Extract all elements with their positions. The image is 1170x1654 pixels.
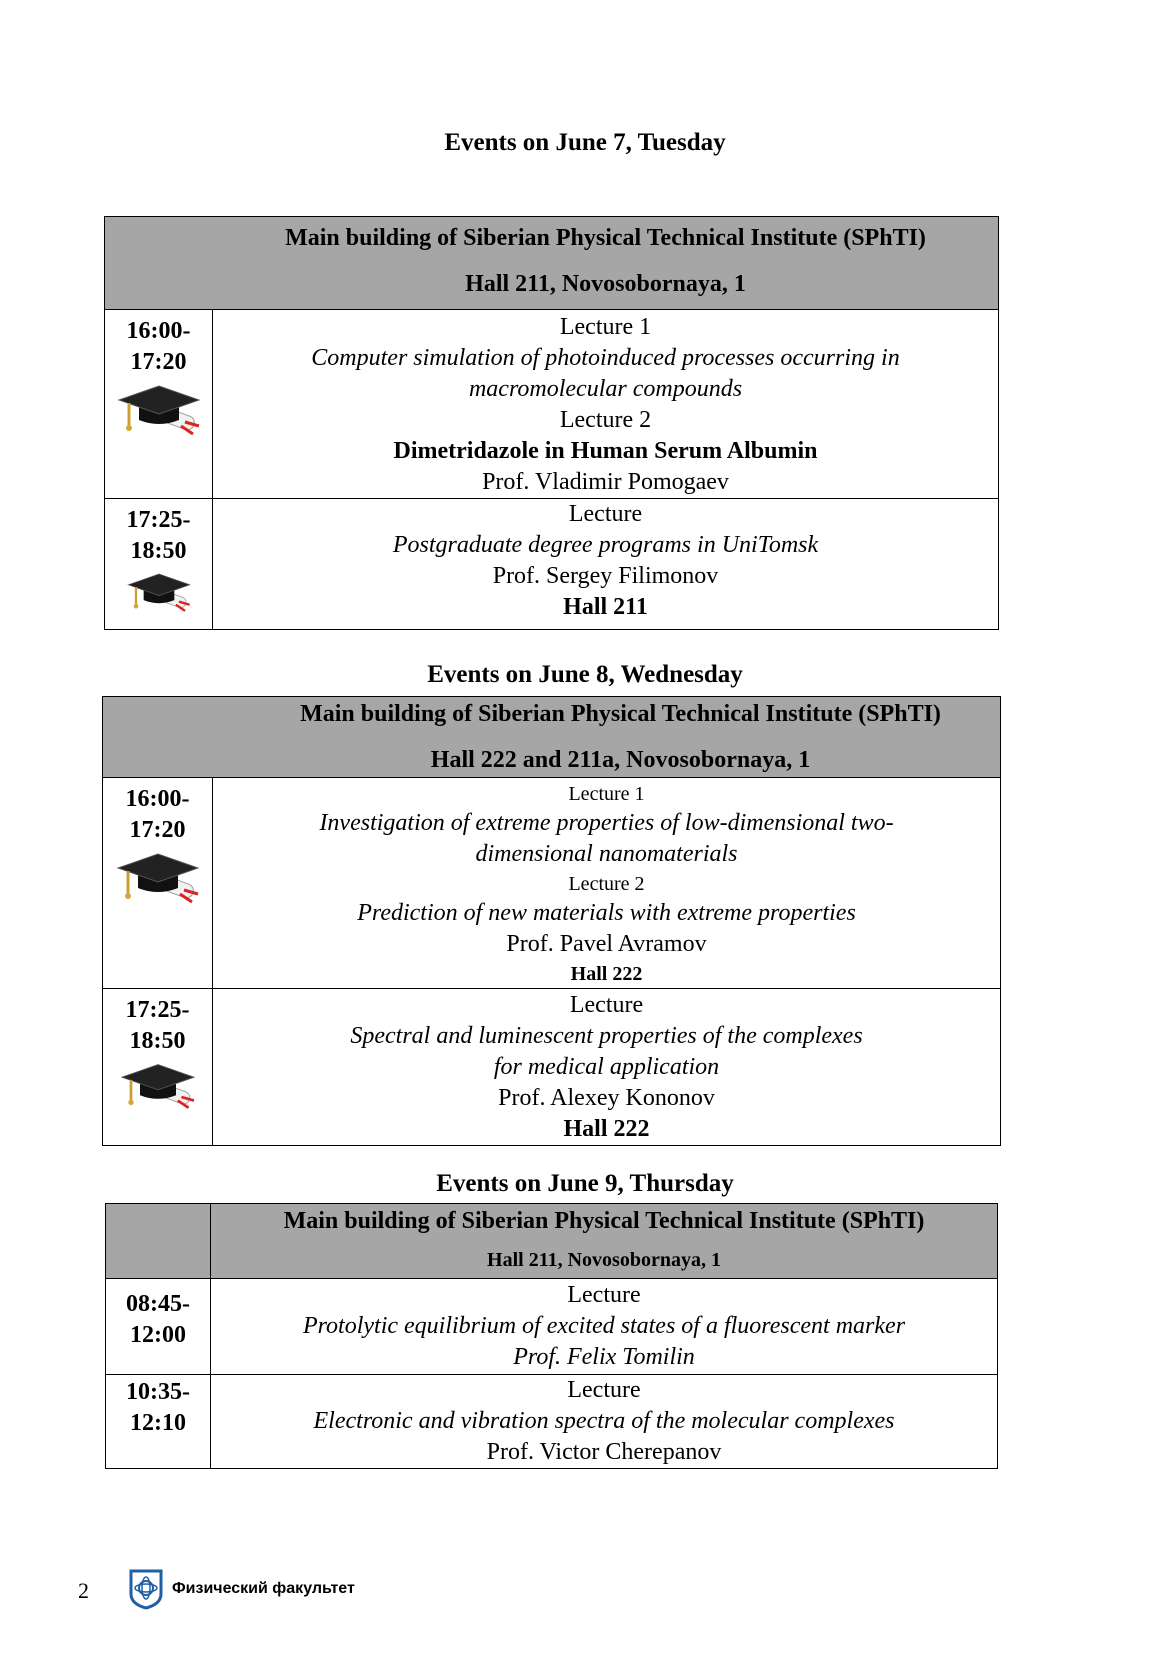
- time-cell: [106, 1279, 211, 1375]
- lecture-title: Prediction of new materials with extreme properties: [357, 900, 856, 926]
- table-header: [211, 1204, 998, 1279]
- lecture-title: Investigation of extreme properties of low-dimensional two-: [319, 810, 894, 836]
- table-row: [105, 310, 999, 499]
- lecture-label: Lecture: [567, 1282, 641, 1308]
- table-header: [103, 697, 1001, 778]
- lecture-label: Lecture: [568, 501, 643, 527]
- lecturer: Prof. Pavel Avramov: [506, 931, 707, 957]
- table-row: [106, 1375, 998, 1469]
- time-cell: [103, 778, 213, 989]
- table-header: [105, 217, 999, 310]
- time-cell: [103, 989, 213, 1146]
- content-cell: [211, 1375, 998, 1469]
- lecture-label: Lecture 2: [559, 407, 652, 433]
- graduation-cap-icon: [115, 1061, 201, 1115]
- time-start: 17:25-: [125, 997, 190, 1023]
- header-hall: Hall 211, Novosobornaya, 1: [465, 271, 746, 297]
- content-cell: [211, 1279, 998, 1375]
- lecture-title: Spectral and luminescent properties of the complexes: [350, 1023, 863, 1049]
- table-row: [105, 499, 999, 630]
- table-row: [106, 1279, 998, 1375]
- graduation-cap-icon: [124, 571, 194, 617]
- header-hall: Hall 211, Novosobornaya, 1: [487, 1249, 721, 1271]
- table-header-corner: [106, 1204, 211, 1279]
- lecture-label: Lecture 1: [568, 783, 645, 805]
- time-start: 10:35-: [126, 1379, 190, 1405]
- time-end: 18:50: [129, 1028, 186, 1054]
- time-end: 18:50: [130, 538, 187, 564]
- lecturer: Prof. Victor Cherepanov: [486, 1439, 722, 1465]
- table-row: [103, 778, 1001, 989]
- lecture-label: Lecture 1: [559, 314, 652, 340]
- header-building: Main building of Siberian Physical Technical Institute (SPhTI): [285, 225, 926, 251]
- time-cell: [106, 1375, 211, 1469]
- header-building: Main building of Siberian Physical Technical Institute (SPhTI): [300, 701, 941, 727]
- faculty-emblem-icon: [128, 1568, 164, 1610]
- time-cell: [105, 499, 213, 630]
- day-title: Events on June 9, Thursday: [436, 1170, 734, 1197]
- lecturer: Prof. Sergey Filimonov: [492, 563, 719, 589]
- time-start: 17:25-: [126, 507, 191, 533]
- schedule-table: [104, 216, 999, 630]
- lecturer: Prof. Vladimir Pomogaev: [482, 469, 729, 495]
- lecture-label: Lecture 2: [568, 873, 645, 895]
- hall-label: Hall 211: [563, 594, 648, 620]
- content-cell: [213, 310, 999, 499]
- lecture-title: dimensional nanomaterials: [475, 841, 738, 867]
- header-hall: Hall 222 and 211a, Novosobornaya, 1: [430, 747, 811, 773]
- time-cell: [105, 310, 213, 499]
- lecturer: Prof. Felix Tomilin: [513, 1344, 695, 1370]
- lecture-title: Protolytic equilibrium of excited states of a fluorescent marker: [302, 1313, 906, 1339]
- lecture-title: Postgraduate degree programs in UniTomsk: [392, 532, 819, 558]
- time-end: 17:20: [130, 349, 187, 375]
- content-cell: [213, 499, 999, 630]
- lecture-label: Lecture: [567, 1377, 641, 1403]
- time-end: 17:20: [129, 817, 186, 843]
- faculty-name: Физический факультет: [172, 1580, 355, 1597]
- page-number: 2: [78, 1578, 89, 1603]
- day-title: Events on June 8, Wednesday: [427, 661, 743, 688]
- lecture-title: macromolecular compounds: [468, 376, 743, 402]
- lecture-title: Electronic and vibration spectra of the molecular complexes: [313, 1408, 895, 1434]
- time-start: 16:00-: [126, 318, 191, 344]
- lecture-label: Lecture: [569, 992, 644, 1018]
- graduation-cap-icon: [115, 382, 203, 442]
- schedule-table: [102, 696, 1001, 1146]
- schedule-table: [105, 1203, 998, 1469]
- hall-label: Hall 222: [570, 963, 643, 985]
- faculty-logo: [128, 1568, 355, 1610]
- day-title: Events on June 7, Tuesday: [444, 129, 726, 156]
- lecture-title: Computer simulation of photoinduced processes occurring in: [311, 345, 900, 371]
- lecturer: Prof. Alexey Kononov: [498, 1085, 715, 1111]
- lecture-title: Dimetridazole in Human Serum Albumin: [393, 438, 818, 464]
- time-start: 08:45-: [126, 1291, 190, 1317]
- graduation-cap-icon: [112, 850, 204, 910]
- time-end: 12:10: [130, 1410, 186, 1436]
- table-row: [103, 989, 1001, 1146]
- time-end: 12:00: [130, 1322, 186, 1348]
- header-building: Main building of Siberian Physical Technical Institute (SPhTI): [283, 1208, 925, 1234]
- content-cell: [213, 989, 1001, 1146]
- time-start: 16:00-: [125, 786, 190, 812]
- hall-label: Hall 222: [563, 1116, 650, 1142]
- content-cell: [213, 778, 1001, 989]
- lecture-title: for medical application: [493, 1054, 720, 1080]
